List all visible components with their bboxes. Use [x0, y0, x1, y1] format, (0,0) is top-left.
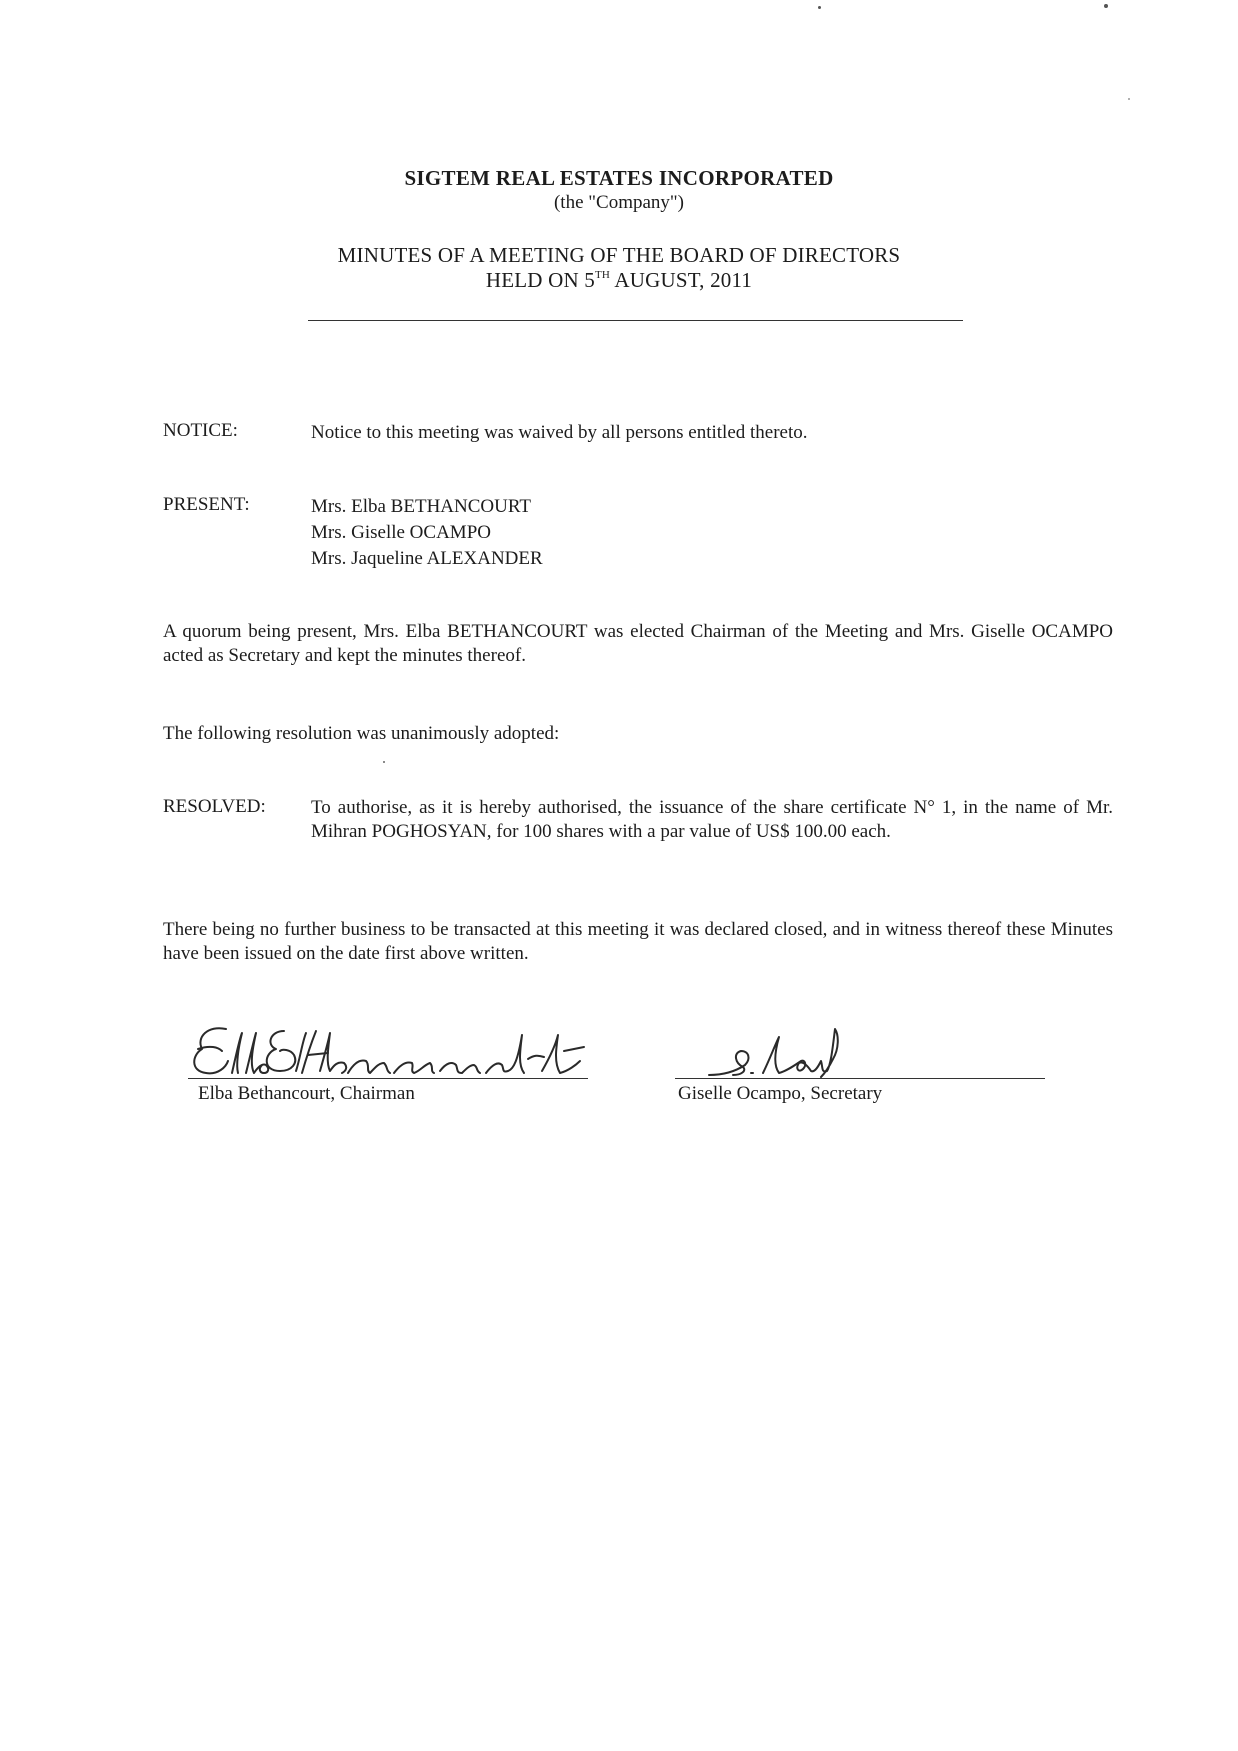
chairman-caption: Elba Bethancourt, Chairman: [198, 1083, 415, 1104]
secretary-signature-block: [675, 1015, 1050, 1111]
scan-speck: [1128, 98, 1130, 100]
company-alias: (the "Company"): [553, 192, 684, 213]
resolution-intro: The following resolution was unanimously adopted:: [163, 723, 560, 744]
secretary-caption: Giselle Ocampo, Secretary: [678, 1083, 883, 1104]
secretary-signature-line: [675, 1078, 1045, 1079]
notice-label: NOTICE:: [163, 420, 238, 441]
company-name: SIGTEM REAL ESTATES INCORPORATED: [404, 166, 834, 190]
present-member: Mrs. Jaqueline ALEXANDER: [311, 548, 543, 569]
scan-speck: [383, 761, 385, 763]
present-member: Mrs. Giselle OCAMPO: [311, 522, 491, 543]
resolved-label: RESOLVED:: [163, 796, 266, 817]
present-member: Mrs. Elba BETHANCOURT: [311, 496, 531, 517]
resolved-text: To authorise, as it is hereby authorised, the issuance of the share certificate N° 1, in the name of Mr. Mihran POGHOSYAN, for 100 shares with a par value of US$ 100.00 each.: [311, 797, 1113, 842]
meeting-date-prefix: HELD ON 5: [485, 268, 595, 292]
quorum-paragraph: A quorum being present, Mrs. Elba BETHANCOURT was elected Chairman of the Meeting and Mrs. Giselle OCAMPO acted as Secretary and kept the minutes thereof.: [163, 621, 1113, 666]
scan-speck: [818, 6, 821, 9]
present-list: [311, 494, 543, 572]
notice-text: Notice to this meeting was waived by all persons entitled thereto.: [311, 422, 808, 443]
secretary-signature: [675, 1015, 1050, 1085]
closing-paragraph: There being no further business to be transacted at this meeting it was declared closed, and in witness thereof these Minutes have been issued on the date first above written.: [163, 919, 1113, 964]
present-label: PRESENT:: [163, 494, 250, 515]
minutes-title: MINUTES OF A MEETING OF THE BOARD OF DIRECTORS: [337, 243, 901, 267]
meeting-date: [0, 268, 1238, 293]
chairman-signature: [188, 1015, 628, 1085]
meeting-date-ordinal: TH: [595, 269, 611, 281]
title-divider: [308, 320, 963, 321]
scan-speck: [1104, 4, 1108, 8]
chairman-signature-line: [188, 1078, 588, 1079]
chairman-signature-block: [188, 1015, 628, 1111]
meeting-date-suffix: AUGUST, 2011: [610, 268, 753, 292]
